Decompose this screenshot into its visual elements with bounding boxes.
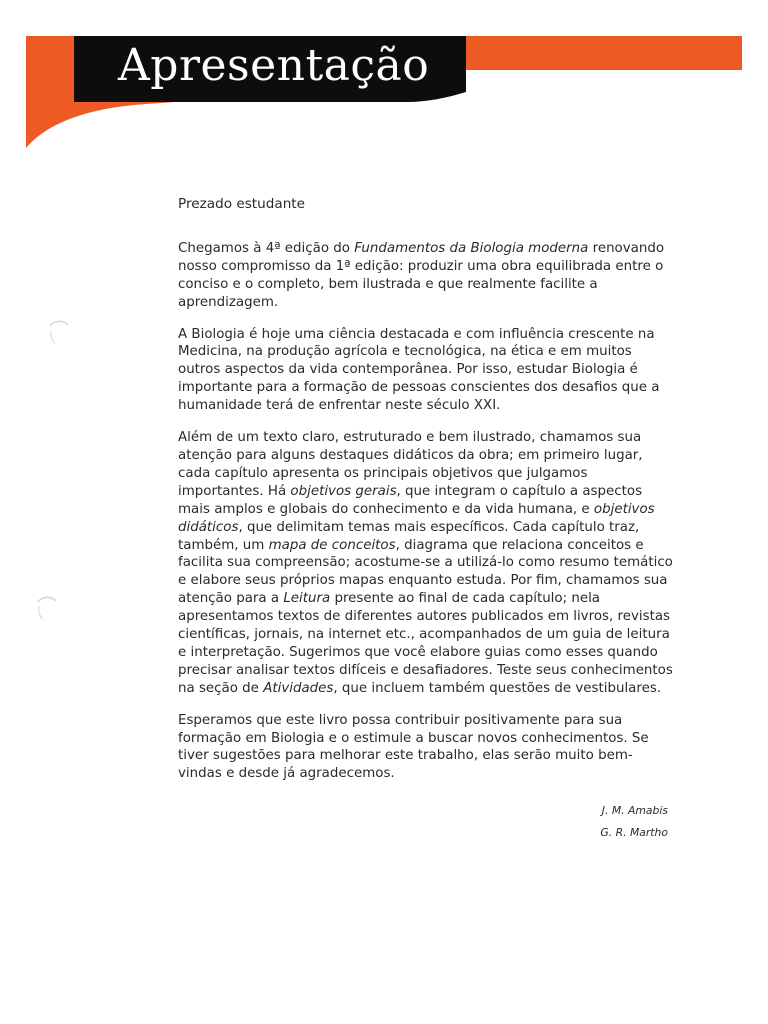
emphasized-text: Atividades <box>263 680 334 696</box>
text-run: Além de um texto claro, estruturado e bem ilustrado, chamamos sua atenção para alguns destaques didáticos da obra; em primeiro lugar, cada capítulo apresenta os principais objetivos que julgamos importantes. Há <box>178 430 643 499</box>
paragraph <box>178 429 674 698</box>
author-name: J. M. Amabis <box>601 804 668 817</box>
punch-hole-mark <box>34 592 60 622</box>
greeting: Prezado estudante <box>178 196 306 212</box>
emphasized-text: Leitura <box>283 591 331 607</box>
signature-block <box>468 800 668 844</box>
text-run: , diagrama que relaciona conceitos e facilita sua compreensão; acostume-se a utilizá-lo como resumo temático e elabore seus próprios mapas enquanto estuda. Por fim, chamamos sua atenção para a <box>178 537 673 607</box>
emphasized-text: objetivos didáticos <box>178 501 655 535</box>
text-run: , que incluem também questões de vestibulares. <box>333 680 662 696</box>
paragraph <box>178 240 674 312</box>
paragraph <box>178 326 674 416</box>
text-run: Esperamos que este livro possa contribuir positivamente para sua formação em Biologia e o estimule a buscar novos conhecimentos. Se tiver sugestões para melhorar este trabalho, elas serão muito bem-vindas e desde já agradecemos. <box>178 712 649 782</box>
text-run: presente ao final de cada capítulo; nela apresentamos textos de diferentes autores publicados em livros, revistas científicas, jornais, na internet etc., acompanhados de um guia de leitura e interpretação. Sugerimos que você elabore guias como esses quando precisar analisar textos difíceis e desafiadores. Teste seus conhecimentos na seção de <box>178 591 673 696</box>
text-run: Chegamos à 4ª edição do <box>178 240 355 256</box>
emphasized-text: Fundamentos da Biologia moderna <box>354 240 589 256</box>
header-band <box>26 36 742 156</box>
emphasized-text: objetivos gerais <box>290 483 397 499</box>
text-run: , que integram o capítulo a aspectos mais amplos e globais do conhecimento e da vida humana, e <box>178 483 643 517</box>
author-name: G. R. Martho <box>600 826 668 839</box>
emphasized-text: mapa de conceitos <box>268 537 396 553</box>
letter-body <box>178 196 674 797</box>
punch-hole-mark <box>46 316 72 346</box>
text-run: , que delimitam temas mais específicos. Cada capítulo traz, também, um <box>178 519 640 553</box>
text-run: renovando nosso compromisso da 1ª edição: produzir uma obra equilibrada entre o conciso e o completo, bem ilustrada e que realmente facilite a aprendizagem. <box>178 240 665 310</box>
paragraph <box>178 712 674 784</box>
text-run: A Biologia é hoje uma ciência destacada e com influência crescente na Medicina, na produção agrícola e tecnológica, na ética e em muitos outros aspectos da vida contemporânea. Por isso, estudar Biologia é importante para a formação de pessoas conscientes dos desafios que a humanidade terá de enfrentar neste século XXI. <box>178 326 660 414</box>
page-title: Apresentação <box>118 40 430 91</box>
